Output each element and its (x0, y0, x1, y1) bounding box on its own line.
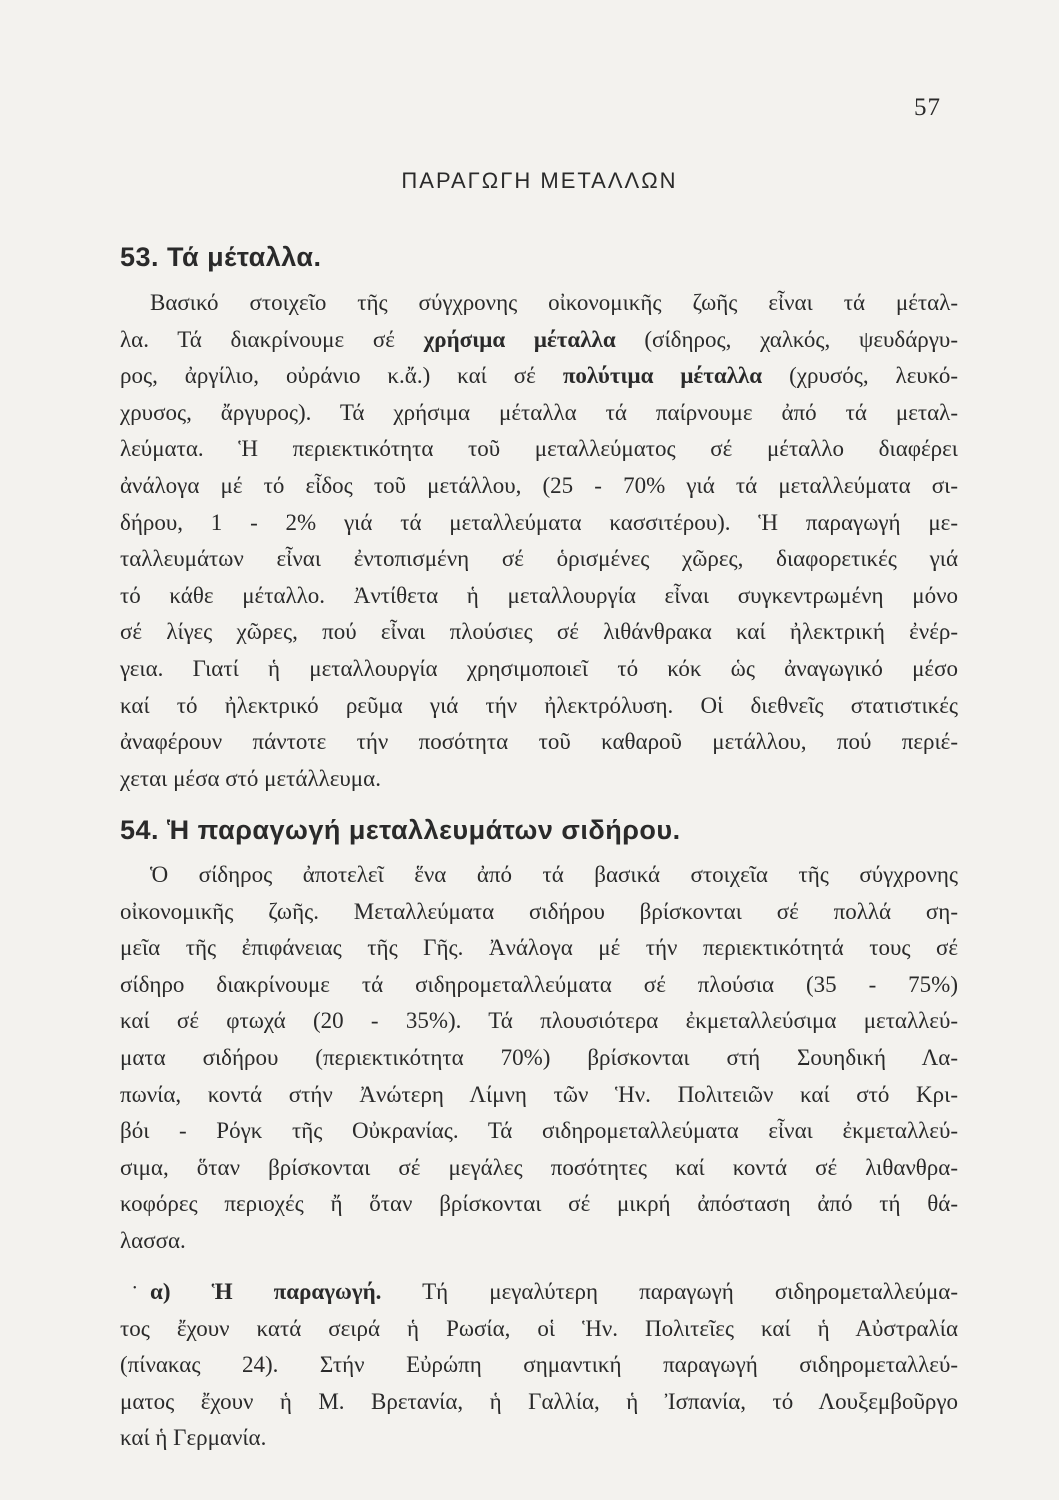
bold-term: χρήσιμα μέταλλα (423, 326, 616, 352)
text-line: δήρου, 1 - 2% γιά τά μεταλλεύματα κασσιτέρου). Ἡ παραγωγή με- (120, 509, 958, 535)
text-line: σιμα, ὅταν βρίσκονται σέ μεγάλες ποσότητες καί κοντά σέ λιθανθρα- (120, 1154, 958, 1180)
text-line: ματος ἔχουν ἡ Μ. Βρετανία, ἡ Γαλλία, ἡ Ἰσπανία, τό Λουξεμβοῦργο (120, 1388, 958, 1414)
text-line: χρυσος, ἄργυρος). Τά χρήσιμα μέταλλα τά παίρνουμε ἀπό τά μεταλ- (120, 399, 958, 425)
chapter-title: ΠΑΡΑΓΩΓΗ ΜΕΤΑΛΛΩΝ (401, 168, 678, 193)
section-54a-paragraph (120, 1274, 958, 1457)
text-line: σίδηρο διακρίνουμε τά σιδηρομεταλλεύματα σέ πλούσια (35 - 75%) (120, 971, 958, 997)
section-53-paragraph (120, 285, 958, 797)
section-54-paragraph (120, 857, 958, 1260)
text-line: καί τό ἠλεκτρικό ρεῦμα γιά τήν ἠλεκτρόλυση. Οἱ διεθνεῖς στατιστικές (120, 692, 958, 718)
bold-term: α) Ἡ παραγωγή. (150, 1279, 382, 1304)
section-53-heading: 53. Τά μέταλλα. (120, 242, 322, 272)
text-line: καί σέ φτωχά (20 - 35%). Τά πλουσιότερα ἐκμεταλλεύσιμα μεταλλεύ- (120, 1008, 958, 1034)
text-line: οἰκονομικῆς ζωῆς. Μεταλλεύματα σιδήρου βρίσκονται σέ πολλά ση- (120, 898, 958, 924)
text-line: καί ἡ Γερμανία. (120, 1425, 267, 1451)
page-number: 57 (914, 94, 941, 121)
text-line: χεται μέσα στό μετάλλευμα. (120, 765, 381, 791)
text-line: ἀναφέρουν πάντοτε τήν ποσότητα τοῦ καθαροῦ μετάλλου, πού περιέ- (120, 729, 958, 755)
section-54-heading: 54. Ἡ παραγωγή μεταλλευμάτων σιδήρου. (120, 815, 681, 845)
margin-mark: • (133, 1283, 137, 1294)
text-line: (πίνακας 24). Στήν Εὐρώπη σημαντική παραγωγή σιδηρομεταλλεύ- (120, 1352, 958, 1378)
bold-term: πολύτιμα μέταλλα (562, 363, 763, 389)
text-line: κοφόρες περιοχές ἤ ὅταν βρίσκονται σέ μικρή ἀπόσταση ἀπό τή θά- (120, 1191, 958, 1217)
text-line: Ὁ σίδηρος ἀποτελεῖ ἕνα ἀπό τά βασικά στοιχεῖα τῆς σύγχρονης (150, 862, 958, 887)
text-line: μεῖα τῆς ἐπιφάνειας τῆς Γῆς. Ἀνάλογα μέ τήν περιεκτικότητά τους σέ (120, 935, 958, 961)
text-line: ταλλευμάτων εἶναι ἐντοπισμένη σέ ὁρισμένες χῶρες, διαφορετικές γιά (120, 546, 958, 572)
text-line: σέ λίγες χῶρες, πού εἶναι πλούσιες σέ λιθάνθρακα καί ἠλεκτρική ἐνέρ- (120, 619, 958, 645)
text-line: τος ἔχουν κατά σειρά ἡ Ρωσία, οἱ Ἡν. Πολιτεῖες καί ἡ Αὐστραλία (120, 1315, 958, 1341)
text-line: τό κάθε μέταλλο. Ἀντίθετα ἡ μεταλλουργία εἶναι συγκεντρωμένη μόνο (120, 582, 958, 608)
text-line: ματα σιδήρου (περιεκτικότητα 70%) βρίσκονται στή Σουηδική Λα- (120, 1044, 958, 1070)
text-line: βόι - Ρόγκ τῆς Οὐκρανίας. Τά σιδηρομεταλλεύματα εἶναι ἐκμεταλλεύ- (120, 1118, 958, 1144)
text-line: Βασικό στοιχεῖο τῆς σύγχρονης οἰκονομικῆς ζωῆς εἶναι τά μέταλ- (150, 290, 958, 315)
text-line: γεια. Γιατί ἡ μεταλλουργία χρησιμοποιεῖ τό κόκ ὡς ἀναγωγικό μέσο (120, 655, 958, 681)
text-line: πωνία, κοντά στήν Ἀνώτερη Λίμνη τῶν Ἡν. Πολιτειῶν καί στό Κρι- (120, 1081, 958, 1107)
text-line: λα. Τά διακρίνουμε σέ χρήσιμα μέταλλα (σίδηρος, χαλκός, ψευδάργυ- (120, 326, 958, 352)
text-line: α) Ἡ παραγωγή. Τή μεγαλύτερη παραγωγή σιδηρομεταλλεύμα- (150, 1279, 958, 1304)
text-line: ρος, ἀργίλιο, οὐράνιο κ.ἄ.) καί σέ πολύτιμα μέταλλα (χρυσός, λευκό- (120, 363, 959, 389)
text-line: λεύματα. Ἡ περιεκτικότητα τοῦ μεταλλεύματος σέ μέταλλο διαφέρει (120, 436, 958, 462)
text-line: ἀνάλογα μέ τό εἶδος τοῦ μετάλλου, (25 - 70% γιά τά μεταλλεύματα σι- (120, 472, 958, 498)
text-line: λασσα. (120, 1227, 186, 1253)
